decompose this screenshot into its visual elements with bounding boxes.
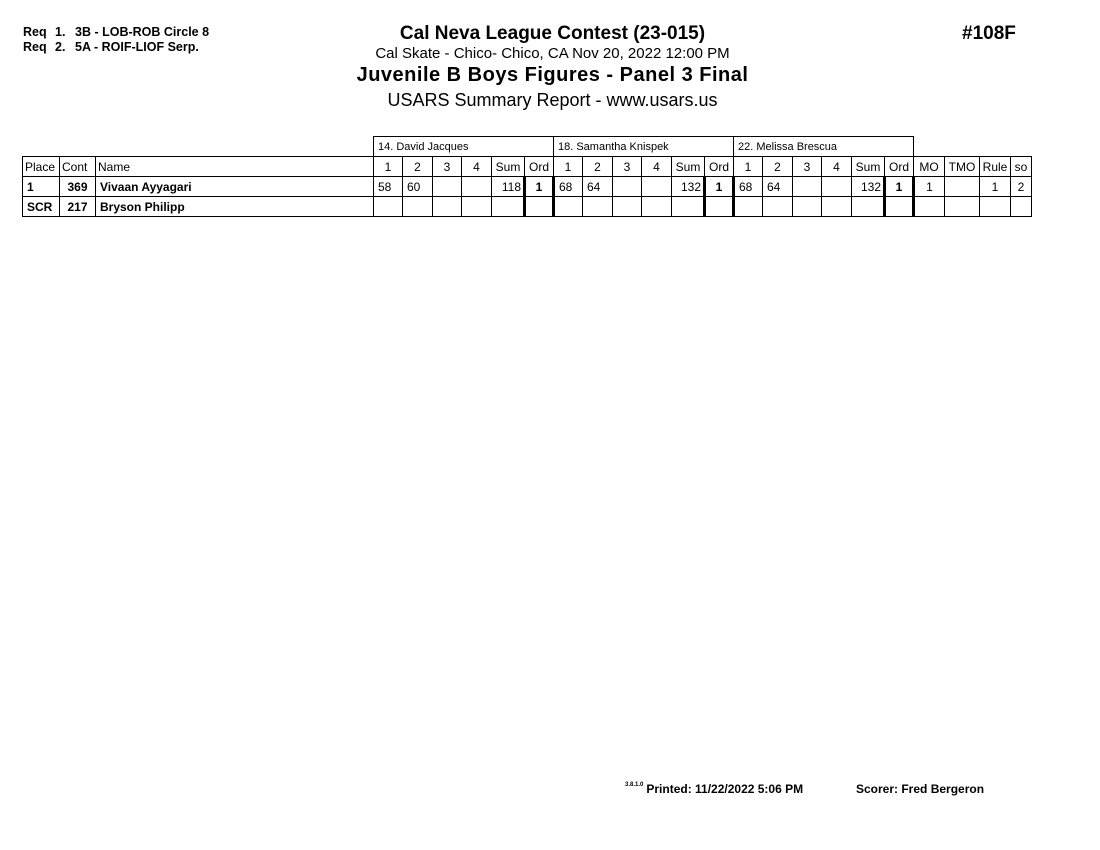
printed-timestamp [625, 782, 803, 796]
j2-score-3-cell [613, 197, 642, 217]
judge-1-name: 14. David Jacques [374, 137, 554, 157]
printed-text: Printed: 11/22/2022 5:06 PM [646, 782, 804, 796]
col-j1-ord: Ord [525, 157, 554, 177]
skater-name-cell: Vivaan Ayyagari [96, 177, 374, 197]
requirement-number: 2. [55, 40, 66, 54]
j3-score-4-cell [822, 197, 852, 217]
j3-score-2-cell [763, 197, 793, 217]
col-name: Name [96, 157, 374, 177]
col-j2-score-4: 4 [642, 157, 672, 177]
col-j2-score-1: 1 [554, 157, 583, 177]
event-title: Juvenile B Boys Figures - Panel 3 Final [356, 64, 749, 86]
j3-ord-cell [885, 197, 914, 217]
j1-ord-cell: 1 [525, 177, 554, 197]
col-j1-score-4: 4 [462, 157, 492, 177]
j1-score-4-cell [462, 197, 492, 217]
judge-2-name: 18. Samantha Knispek [554, 137, 734, 157]
j3-score-2-cell: 64 [763, 177, 793, 197]
j2-sum-cell: 132 [672, 177, 705, 197]
so-cell [1011, 197, 1032, 217]
j1-sum-cell: 118 [492, 177, 525, 197]
col-j1-score-3: 3 [433, 157, 462, 177]
j1-score-3-cell [433, 177, 462, 197]
cont-cell: 217 [60, 197, 96, 217]
col-j1-sum: Sum [492, 157, 525, 177]
col-j3-score-3: 3 [793, 157, 822, 177]
j3-score-1-cell: 68 [734, 177, 763, 197]
j3-score-3-cell [793, 197, 822, 217]
requirement-label: Req [23, 25, 47, 39]
judge-header-row [23, 137, 1032, 157]
j2-ord-cell: 1 [705, 177, 734, 197]
requirement-description: 5A - ROIF-LIOF Serp. [75, 40, 199, 54]
requirement-label: Req [23, 40, 47, 54]
j2-score-1-cell: 68 [554, 177, 583, 197]
j1-score-4-cell [462, 177, 492, 197]
mo-cell: 1 [914, 177, 945, 197]
col-j3-score-1: 1 [734, 157, 763, 177]
skater-name-cell: Bryson Philipp [96, 197, 374, 217]
judge-3-name: 22. Melissa Brescua [734, 137, 914, 157]
col-j3-ord: Ord [885, 157, 914, 177]
col-j2-score-2: 2 [583, 157, 613, 177]
col-j2-ord: Ord [705, 157, 734, 177]
scorer-name: Scorer: Fred Bergeron [856, 782, 985, 796]
j2-score-1-cell [554, 197, 583, 217]
j1-score-3-cell [433, 197, 462, 217]
j2-score-4-cell [642, 197, 672, 217]
j2-score-3-cell [613, 177, 642, 197]
col-j2-sum: Sum [672, 157, 705, 177]
tmo-cell [945, 197, 980, 217]
column-header-row [23, 157, 1032, 177]
col-j3-score-4: 4 [822, 157, 852, 177]
j2-score-2-cell: 64 [583, 177, 613, 197]
j2-sum-cell [672, 197, 705, 217]
results-table [22, 136, 1032, 217]
judge-header-spacer [914, 137, 1032, 157]
rule-cell: 1 [980, 177, 1011, 197]
col-tmo: TMO [945, 157, 980, 177]
j3-sum-cell [852, 197, 885, 217]
j1-score-1-cell: 58 [374, 177, 403, 197]
table-row [23, 177, 1032, 197]
j1-score-1-cell [374, 197, 403, 217]
j2-score-2-cell [583, 197, 613, 217]
j1-sum-cell [492, 197, 525, 217]
place-cell: 1 [23, 177, 60, 197]
mo-cell [914, 197, 945, 217]
judge-header-spacer [23, 137, 374, 157]
requirement-description: 3B - LOB-ROB Circle 8 [75, 25, 210, 39]
j1-score-2-cell: 60 [403, 177, 433, 197]
j3-score-4-cell [822, 177, 852, 197]
col-mo: MO [914, 157, 945, 177]
j1-ord-cell [525, 197, 554, 217]
so-cell: 2 [1011, 177, 1032, 197]
software-version: 3.8.1.0 [625, 782, 644, 788]
col-j2-score-3: 3 [613, 157, 642, 177]
col-place: Place [23, 157, 60, 177]
j3-score-1-cell [734, 197, 763, 217]
col-j1-score-1: 1 [374, 157, 403, 177]
requirement-number: 1. [55, 25, 66, 39]
tmo-cell [945, 177, 980, 197]
place-cell: SCR [23, 197, 60, 217]
col-j1-score-2: 2 [403, 157, 433, 177]
j1-score-2-cell [403, 197, 433, 217]
contest-title: Cal Neva League Contest (23-015) [399, 23, 706, 44]
cont-cell: 369 [60, 177, 96, 197]
rule-cell [980, 197, 1011, 217]
col-cont: Cont [60, 157, 96, 177]
j3-sum-cell: 132 [852, 177, 885, 197]
j2-ord-cell [705, 197, 734, 217]
j3-score-3-cell [793, 177, 822, 197]
j3-ord-cell: 1 [885, 177, 914, 197]
venue-date: Cal Skate - Chico- Chico, CA Nov 20, 2022 12:00 PM [375, 45, 730, 62]
event-number: #108F [962, 23, 1016, 44]
table-row [23, 197, 1032, 217]
report-title: USARS Summary Report - www.usars.us [387, 90, 718, 110]
col-so: so [1011, 157, 1032, 177]
col-j3-sum: Sum [852, 157, 885, 177]
col-rule: Rule [980, 157, 1011, 177]
j2-score-4-cell [642, 177, 672, 197]
col-j3-score-2: 2 [763, 157, 793, 177]
